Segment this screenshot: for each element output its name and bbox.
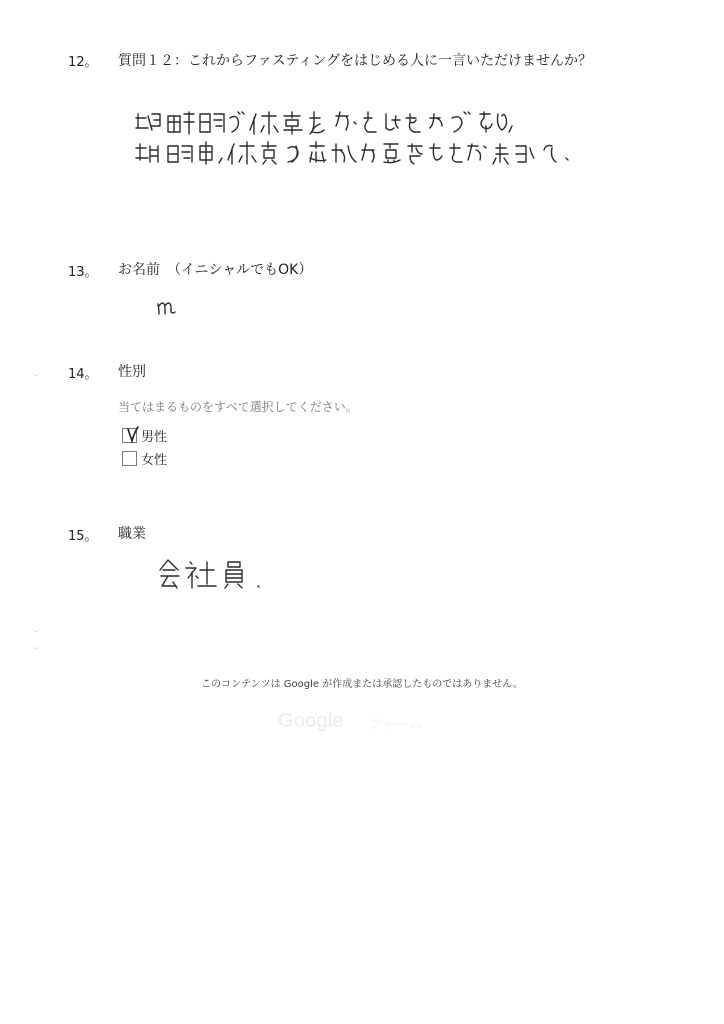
checkbox-male[interactable]: [122, 428, 137, 443]
question-13-title: お名前 （イニシャルでもOK）: [118, 262, 313, 278]
gender-option-male-label: 男性: [141, 430, 168, 445]
gender-option-female[interactable]: [122, 449, 167, 468]
question-14-number: 14。: [68, 367, 98, 382]
forms-product-name: フォーム: [368, 717, 424, 733]
question-14-title: 性別: [118, 364, 146, 380]
question-12-number: 12。: [68, 55, 98, 70]
question-13-handwritten-answer: [156, 298, 182, 318]
gender-option-male[interactable]: [122, 426, 167, 445]
gender-option-female-label: 女性: [141, 453, 168, 468]
checkmark-icon: [124, 425, 140, 445]
question-15-number: 15。: [68, 529, 98, 544]
google-logo[interactable]: Google: [278, 710, 344, 732]
google-disclaimer: このコンテンツは Google が作成または承認したものではありません。: [201, 679, 523, 690]
scan-artifact: [32, 372, 40, 376]
checkbox-female[interactable]: [122, 451, 137, 466]
question-13-number: 13。: [68, 265, 98, 280]
scan-artifact: [32, 628, 40, 632]
scan-artifact: [32, 645, 40, 649]
question-15-title: 職業: [118, 526, 146, 542]
question-12-handwritten-answer: [134, 108, 594, 178]
question-14-description: 当てはまるものをすべて選択してください。: [118, 400, 358, 414]
question-12-title: 質問１２：これからファスティングをはじめる人に一言いただけませんか？: [118, 53, 593, 69]
question-15-handwritten-answer: [158, 558, 268, 592]
